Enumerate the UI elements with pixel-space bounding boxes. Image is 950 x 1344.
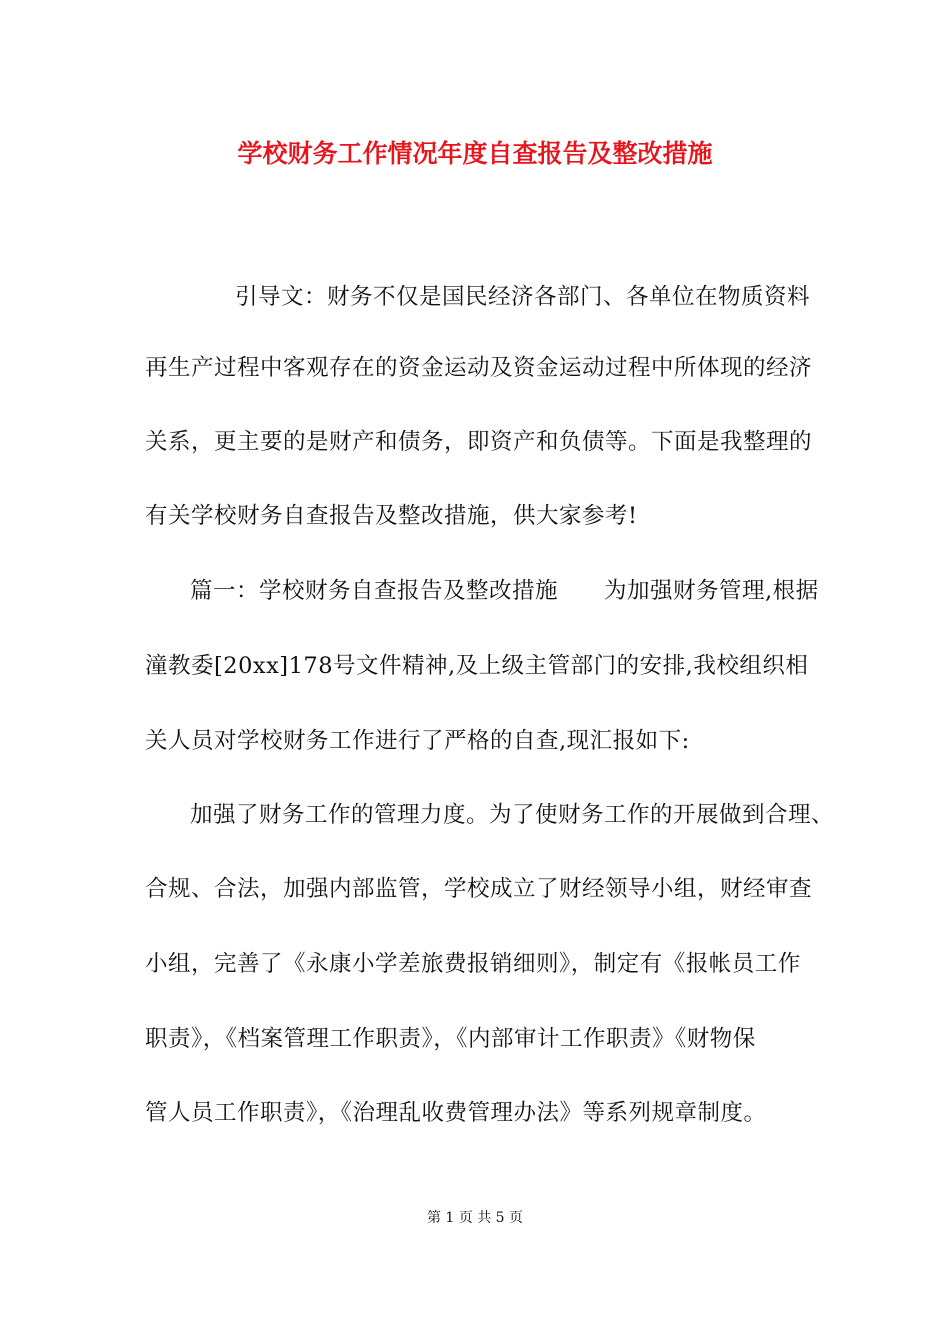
- document-title: 学校财务工作情况年度自查报告及整改措施: [237, 139, 713, 168]
- body-line: 管人员工作职责》，《治理乱收费管理办法》等系列规章制度。: [145, 1100, 767, 1126]
- body-line: 职责》，《档案管理工作职责》，《内部审计工作职责》《财物保: [145, 1026, 756, 1052]
- body-line: 潼教委[20xx]178号文件精神,及上级主管部门的安排,我校组织相: [145, 653, 809, 679]
- body-line: 引导文：财务不仅是国民经济各部门、各单位在物质资料: [235, 284, 811, 310]
- body-line: 合规、合法，加强内部监管，学校成立了财经领导小组，财经审查: [145, 876, 813, 902]
- body-line: 加强了财务工作的管理力度。为了使财务工作的开展做到合理、: [190, 802, 835, 828]
- body-line: 有关学校财务自查报告及整改措施，供大家参考!: [145, 503, 638, 529]
- body-line: 关系，更主要的是财产和债务，即资产和负债等。下面是我整理的: [145, 429, 813, 455]
- body-line: 再生产过程中客观存在的资金运动及资金运动过程中所体现的经济: [145, 355, 813, 381]
- body-line: 小组，完善了《永康小学差旅费报销细则》，制定有《报帐员工作: [145, 951, 801, 977]
- body-line: 篇一：学校财务自查报告及整改措施 为加强财务管理,根据: [190, 578, 819, 604]
- body-line: 关人员对学校财务工作进行了严格的自查,现汇报如下:: [145, 728, 690, 754]
- page-number: 第 1 页 共 5 页: [426, 1210, 524, 1226]
